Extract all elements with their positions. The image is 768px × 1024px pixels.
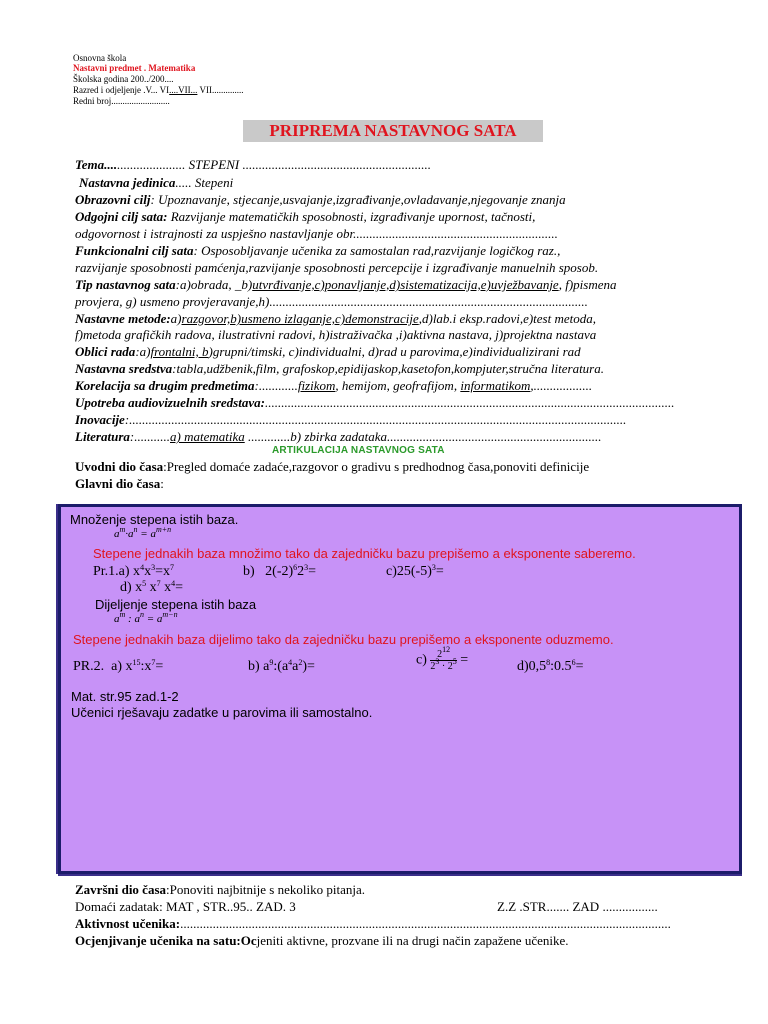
page-title: PRIPREMA NASTAVNOG SATA (243, 120, 543, 142)
ucenici-note: Učenici rješavaju zadatke u parovima ili samostalno. (71, 705, 373, 720)
class-underlined: ....VII... (169, 85, 198, 95)
domaci-zz: Z.Z .STR....... ZAD ................. (497, 899, 658, 914)
jedinica-row (79, 175, 233, 191)
mnozenje-formula: $a^m\cdot a^n = a^{m+n}$ (114, 525, 172, 540)
zavrsni-label: Završni dio časa (75, 882, 167, 897)
metode-value-b: ,d)lab.i eksp.radovi,e)test metoda, (418, 311, 596, 326)
mat-reference: Mat. str.95 zad.1-2 (71, 689, 179, 704)
literatura-row (75, 429, 602, 445)
obrazovni-row (75, 192, 566, 208)
funkcionalni-row-2: razvijanje sposobnosti pamćenja,razvijanje sposobnosti percepcije i izgrađivanje manuelnih sposob. (75, 260, 599, 275)
literatura-value-a: :........... (129, 429, 170, 444)
korelacija-value-a: :............ (254, 378, 298, 393)
korelacija-value-c: ,.................. (530, 378, 593, 393)
uvodni-row (75, 459, 589, 475)
subject-label: Nastavni predmet . Matematika (73, 63, 196, 73)
odgojni-row-2: odgovornost i istrajnosti za uspješno nastavljanje obr............................................................... (75, 226, 558, 241)
uvodni-value: :Pregled domaće zadaće,razgovor o gradivu s predhodnog časa,ponoviti definicije (163, 459, 590, 474)
example-1-a: Pr.1.a) $x^4x^3=x^7$ (93, 563, 174, 579)
sredstva-row (75, 361, 604, 377)
sredstva-label: Nastavna sredstva (75, 361, 173, 376)
tip-row (75, 277, 616, 293)
korelacija-fizika: fizikom (297, 378, 336, 393)
audio-row (75, 395, 674, 411)
literatura-label: Literatura (75, 429, 130, 444)
metode-row-2: f)metoda grafičkih radova, ilustrativni radovi, h)istraživačka ,i)aktivna nastava, j)projektna nastava (75, 327, 597, 342)
zavrsni-row (75, 882, 365, 898)
example-2-c: c) $\frac{2^{12}}{2^3 \cdot 2^5}$ = (416, 645, 469, 672)
mnozenje-rule: Stepene jednakih baza množimo tako da zajedničku bazu prepišemo a eksponente saberemo. (93, 546, 636, 561)
ocjenjivanje-label: Ocjenjivanje učenika na satu: (75, 933, 241, 948)
uvodni-label: Uvodni dio časa (75, 459, 164, 474)
artikulacija-heading: ARTIKULACIJA NASTAVNOG SATA (272, 445, 445, 456)
sredstva-value: :tabla,udžbenik,film, grafoskop,epidijaskop,kasetofon,kompjuter,stručna literatura. (172, 361, 604, 376)
audio-label: Upotreba audiovizuelnih sredstava: (75, 395, 265, 410)
metode-value-a: a) (170, 311, 182, 326)
example-1-b: b) $2(-2)^62^3=$ (243, 563, 317, 579)
school-label: Osnovna škola (73, 53, 127, 63)
aktivnost-value: ....................................................................................................................................................... (180, 916, 671, 931)
literatura-matematika: a) matematika (170, 429, 245, 444)
dijeljenje-rule: Stepene jednakih baza dijelimo tako da zajedničku bazu prepišemo a eksponente oduzmemo. (73, 632, 614, 647)
funkcionalni-label: Funkcionalni cilj sata (75, 243, 194, 258)
glavni-value: : (160, 476, 164, 491)
tema-label: Tema.... (75, 157, 118, 172)
dijeljenje-title: Dijeljenje stepena istih baza (95, 597, 257, 612)
ordinal-number: Redni broj.......................... (73, 96, 170, 106)
aktivnost-label: Aktivnost učenika: (75, 916, 181, 931)
ocjenjivanje-row (75, 933, 569, 949)
tip-value-b: , f)pismena (558, 277, 617, 292)
tema-row (75, 157, 431, 173)
domaci-zadatak: Domaći zadatak: MAT , STR..95.. ZAD. 3 (75, 899, 296, 914)
odgojni-row (75, 209, 535, 225)
zavrsni-value: :Ponoviti najbitnije s nekoliko pitanja. (166, 882, 365, 897)
example-2-d: $d)0,5^8:0.5^6=$ (517, 658, 584, 674)
tip-label: Tip nastavnog sata (75, 277, 176, 292)
oblici-value-underlined: frontalni, b (150, 344, 209, 359)
oblici-label: Oblici rada (75, 344, 136, 359)
inovacije-row (75, 412, 626, 428)
example-2-b: b) $a^9:(a^4a^2)=$ (248, 658, 315, 674)
odgojni-label: Odgojni cilj sata: (75, 209, 168, 224)
funkcionalni-row (75, 243, 560, 259)
class-line (73, 85, 244, 96)
oblici-value-a: :a) (135, 344, 151, 359)
example-1-c: $c)25(-5)^3=$ (386, 563, 444, 579)
dijeljenje-formula: $a^m$ : $a^n = a^{m-n}$ (114, 610, 178, 625)
metode-value-underlined: razgovor,b)usmeno izlaganje,c)demonstracije (181, 311, 419, 326)
inovacije-value: :......................................................................................................................................................... (124, 412, 627, 427)
audio-value: .............................................................................................................................. (264, 395, 675, 410)
mnozenje-title: Množenje stepena istih baza. (70, 512, 239, 527)
school-year: Školska godina 200../200.... (73, 74, 174, 84)
tip-value-a: :a)obrada, _b) (175, 277, 253, 292)
example-2-a: PR.2. a) $x^{15}:x^7=$ (73, 658, 164, 674)
example-1-d: d) $x^5$ $x^7$ $x^4=$ (120, 579, 184, 595)
fraction: $\frac{2^{12}}{2^3 \cdot 2^5}$ (430, 645, 457, 672)
tip-row-2: provjera, g) usmeno provjeravanje,h).................................................................................................. (75, 294, 588, 309)
glavni-row (75, 476, 164, 492)
aktivnost-row (75, 916, 671, 932)
korelacija-value-b: , hemijom, geofrafijom, (335, 378, 461, 393)
odgojni-value: Razvijanje matematičkih sposobnosti, izgrađivanje upornost, tačnosti, (167, 209, 536, 224)
oblici-row (75, 344, 581, 360)
obrazovni-label: Obrazovni cilj (75, 192, 151, 207)
class-suffix: VII.............. (197, 85, 244, 95)
oblici-value-b: )grupni/timski, c)individualni, d)rad u parovima,e)individualizirani rad (208, 344, 581, 359)
obrazovni-value: : Upoznavanje, stjecanje,usvajanje,izgrađivanje,ovladavanje,njegovanje znanja (150, 192, 566, 207)
jedinica-label: Nastavna jedinica (79, 175, 176, 190)
literatura-value-b: .............b) zbirka zadataka.................................................................. (244, 429, 602, 444)
ocjenjivanje-value: jeniti aktivne, prozvane ili na drugi način zapažene učenike. (256, 933, 569, 948)
ocjenjivanje-oc: Oc (240, 933, 257, 948)
korelacija-label: Korelacija sa drugim predmetima (75, 378, 255, 393)
jedinica-value: ..... Stepeni (175, 175, 234, 190)
tema-value: ..................... STEPENI .......................................................... (117, 157, 431, 172)
inovacije-label: Inovacije (75, 412, 125, 427)
korelacija-row (75, 378, 592, 394)
tip-value-underlined: utvrđivanje,c)ponavljanje,d)sistematizacija,e)uvježbavanje (252, 277, 559, 292)
class-prefix: Razred i odjeljenje .V... VI (73, 85, 170, 95)
metode-label: Nastavne metode: (75, 311, 171, 326)
korelacija-informatika: informatikom (460, 378, 531, 393)
glavni-label: Glavni dio časa (75, 476, 161, 491)
metode-row (75, 311, 596, 327)
funkcionalni-value: : Osposobljavanje učenika za samostalan rad,razvijanje logičkog raz., (193, 243, 561, 258)
